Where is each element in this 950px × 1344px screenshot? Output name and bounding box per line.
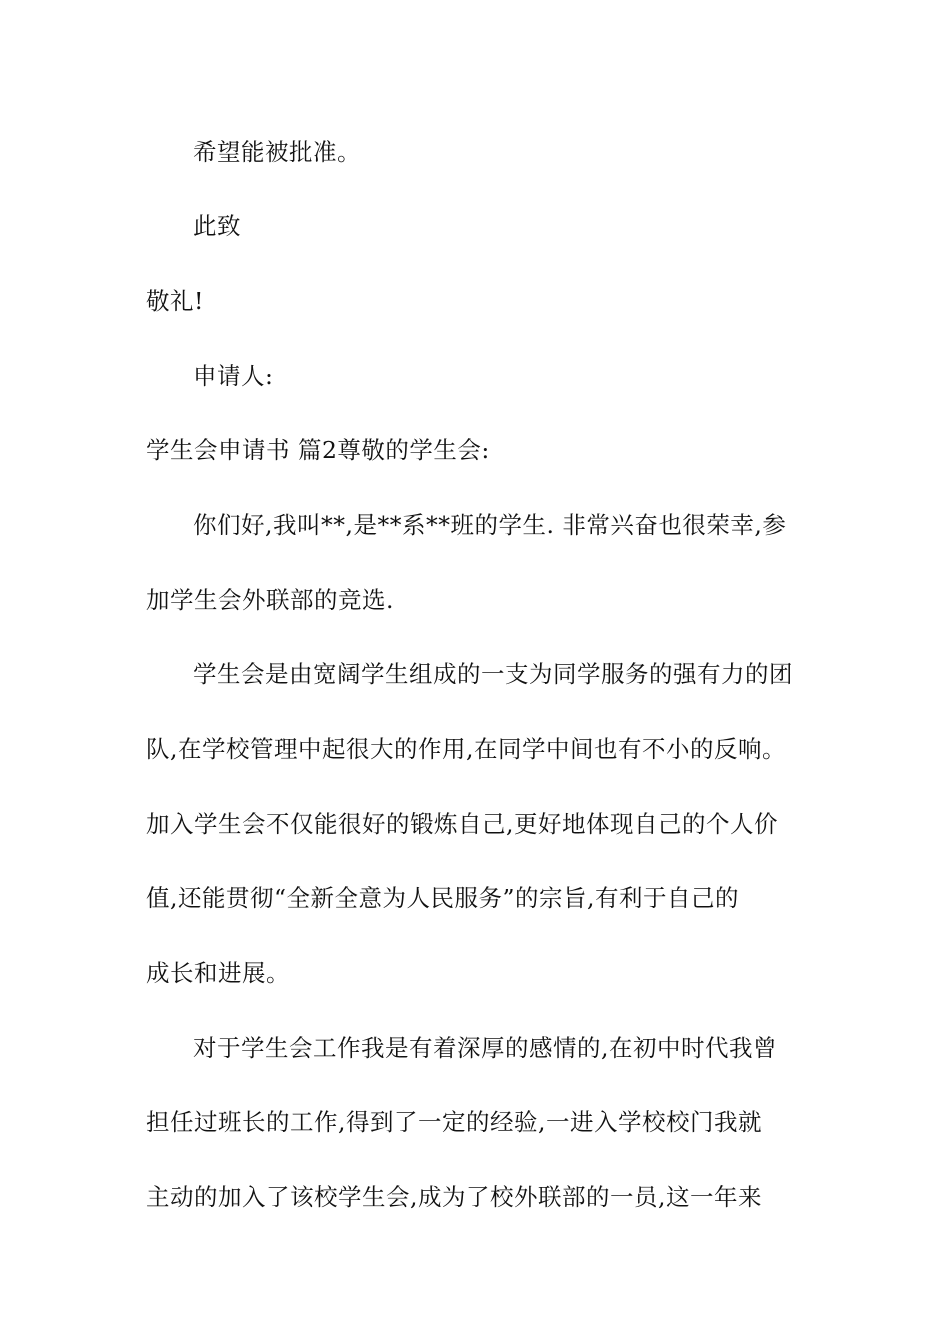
text-line-paragraph-3-a: 对于学生会工作我是有着深厚的感情的,在初中时代我曾 [193, 1034, 777, 1062]
text-line-paragraph-1-b: 加学生会外联部的竞选. [146, 586, 394, 614]
text-line-paragraph-2-e: 成长和进展。 [146, 959, 290, 987]
text-line-paragraph-2-b: 队,在学校管理中起很大的作用,在同学中间也有不小的反响。 [146, 735, 786, 763]
text-line-paragraph-2-d: 值,还能贯彻“全新全意为人民服务”的宗旨,有利于自己的 [146, 884, 739, 912]
text-line-paragraph-2-c: 加入学生会不仅能很好的锻炼自己,更好地体现自己的个人价 [146, 810, 778, 838]
text-line-paragraph-2-a: 学生会是由宽阔学生组成的一支为同学服务的强有力的团 [193, 660, 793, 688]
text-line-applicant: 申请人: [193, 362, 274, 390]
text-line-salutation: 此致 [193, 212, 241, 240]
text-line-paragraph-3-c: 主动的加入了该校学生会,成为了校外联部的一员,这一年来 [146, 1183, 762, 1211]
text-line-section-heading: 学生会申请书 篇2尊敬的学生会: [146, 436, 490, 464]
text-line-paragraph-1-a: 你们好,我叫**,是**系**班的学生. 非常兴奋也很荣幸,参 [193, 511, 787, 539]
text-line-regards: 敬礼! [146, 287, 204, 315]
text-line-approval-hope: 希望能被批准。 [193, 138, 361, 166]
text-line-paragraph-3-b: 担任过班长的工作,得到了一定的经验,一进入学校校门我就 [146, 1108, 762, 1136]
